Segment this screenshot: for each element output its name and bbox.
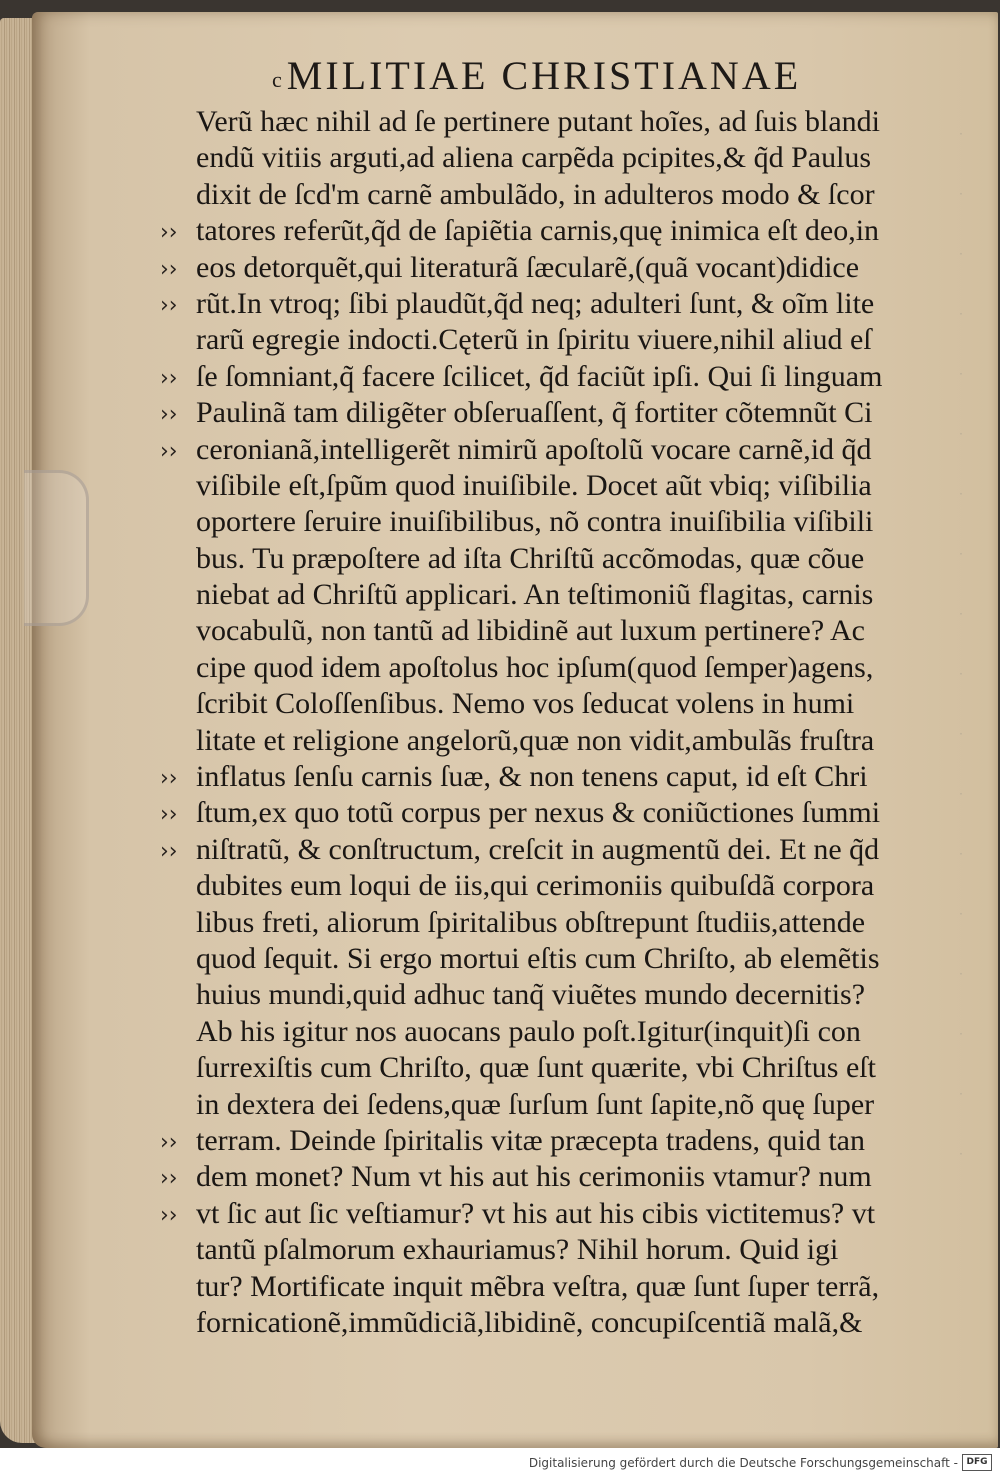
line-text: dem monet? Num vt his aut his cerimoniis vtamur? num [196, 1160, 872, 1194]
quote-mark: ›› [160, 256, 178, 282]
margin-mark: · [958, 309, 965, 320]
text-line [160, 832, 936, 868]
line-text: quod ſequit. Si ergo mortui eſtis cum Chriſto, ab elemẽtis [196, 941, 880, 975]
header-title: MILITIAE CHRISTIANAE [286, 53, 802, 98]
line-text: dubites eum loqui de iis,qui cerimoniis quibuſdã corpora [196, 869, 875, 903]
margin-mark: · [958, 969, 965, 980]
text-line [160, 1123, 936, 1159]
text-line [160, 250, 936, 286]
text-line [196, 1232, 936, 1268]
margin-mark: · [958, 849, 965, 860]
line-text: tatores referũt,q̃d de ſapiẽtia carnis,quę inimica eſt deo,in [196, 214, 880, 248]
line-text: vocabulũ, non tantũ ad libidinẽ aut luxum pertinere? Ac [196, 614, 865, 648]
quote-mark: ›› [160, 402, 178, 428]
text-line [160, 213, 936, 249]
margin-mark: · [958, 489, 965, 500]
line-text: fornicationẽ,immũdiciã,libidinẽ, concupiſcentiã malã,& [196, 1305, 863, 1339]
text-line [196, 541, 936, 577]
text-line [196, 104, 936, 140]
running-header [272, 52, 832, 99]
line-text: ſtum,ex quo totũ corpus per nexus & coniũctiones ſummi [196, 796, 881, 830]
line-text: niebat ad Chriſtũ applicari. An teſtimoniũ flagitas, carnis [196, 578, 874, 612]
margin-mark: · [958, 669, 965, 680]
line-text: ceronianã,intelligerẽt nimirũ apoſtolũ vocare carnẽ,id q̃d [196, 432, 872, 466]
line-text: Paulinã tam diligẽter obſeruaſſent, q̃ fortiter cõtemnũt Ci [196, 396, 873, 430]
text-line [196, 650, 936, 686]
line-text: oportere ſeruire inuiſibilibus, nõ contra inuiſibilia viſibili [196, 505, 874, 539]
quote-mark: ›› [160, 292, 178, 318]
margin-mark: · [958, 1029, 965, 1040]
quote-mark: ›› [160, 1166, 178, 1192]
margin-mark: · [958, 729, 965, 740]
header-mark: c [272, 66, 285, 92]
text-line [196, 941, 936, 977]
book-clasp [24, 470, 89, 626]
line-text: vt ſic aut ſic veſtiamur? vt his aut his cibis victitemus? vt [196, 1196, 876, 1230]
margin-ruler-marks [958, 105, 988, 1235]
line-text: eos detorquẽt,qui literaturã ſæcularẽ,(quã vocant)didice [196, 250, 860, 284]
line-text: in dextera dei ſedens,quæ ſurſum ſunt ſapite,nõ quę ſuper [196, 1087, 875, 1121]
text-line [196, 577, 936, 613]
text-line [160, 359, 936, 395]
text-line [196, 868, 936, 904]
line-text: dixit de ſcd'm carnẽ ambulãdo, in adulteros modo & ſcor [196, 177, 875, 211]
margin-mark: · [958, 369, 965, 380]
margin-mark: · [958, 909, 965, 920]
text-line [196, 468, 936, 504]
quote-mark: ›› [160, 220, 178, 246]
line-text: tantũ pſalmorum exhauriamus? Nihil horum. Quid igi [196, 1233, 839, 1267]
text-line [160, 432, 936, 468]
line-text: rarũ egregie indocti.Cęterũ in ſpiritu viuere,nihil aliud eſ [196, 323, 872, 357]
text-line [196, 613, 936, 649]
text-line [196, 177, 936, 213]
text-line [196, 504, 936, 540]
margin-mark: · [958, 249, 965, 260]
footer-credit: Digitalisierung gefördert durch die Deutsche Forschungsgemeinschaft - [528, 1456, 958, 1470]
text-line [196, 1087, 936, 1123]
margin-mark: · [958, 1149, 965, 1160]
page-edges [0, 18, 36, 1443]
text-line [196, 723, 936, 759]
text-line [160, 286, 936, 322]
text-block [160, 104, 936, 1341]
line-text: niſtratũ, & conſtructum, creſcit in augmentũ dei. Et ne q̃d [196, 832, 880, 866]
quote-mark: ›› [160, 438, 178, 464]
quote-mark: ›› [160, 766, 178, 792]
text-line [160, 1196, 936, 1232]
margin-mark: · [958, 789, 965, 800]
text-line [160, 795, 936, 831]
text-line [196, 686, 936, 722]
quote-mark: ›› [160, 365, 178, 391]
text-line [196, 322, 936, 358]
text-line [196, 1050, 936, 1086]
line-text: huius mundi,quid adhuc tanq̃ viuẽtes mundo decernitis? [196, 978, 866, 1012]
line-text: litate et religione angelorũ,quæ non vidit,ambulãs fruſtra [196, 723, 875, 757]
line-text: tur? Mortificate inquit mẽbra veſtra, quæ ſunt ſuper terrã, [196, 1269, 880, 1303]
text-line [196, 1305, 936, 1341]
text-line [196, 1014, 936, 1050]
text-line [196, 905, 936, 941]
quote-mark: ›› [160, 1202, 178, 1228]
line-text: rũt.In vtroq; ſibi plaudũt,q̃d neq; adulteri ſunt, & oĩm lite [196, 286, 875, 320]
line-text: ſurrexiſtis cum Chriſto, quæ ſunt quærite, vbi Chriſtus eſt [196, 1051, 876, 1085]
line-text: inflatus ſenſu carnis ſuæ, & non tenens caput, id eſt Chri [196, 760, 868, 794]
text-line [196, 1269, 936, 1305]
dfg-logo: DFG [962, 1454, 992, 1471]
line-text: viſibile eſt,ſpũm quod inuiſibile. Docet aũt vbiq; viſibilia [196, 468, 872, 502]
text-line [196, 140, 936, 176]
text-line [160, 1159, 936, 1195]
quote-mark: ›› [160, 838, 178, 864]
text-line [196, 977, 936, 1013]
margin-mark: · [958, 1089, 965, 1100]
text-line [160, 759, 936, 795]
text-line [160, 395, 936, 431]
quote-mark: ›› [160, 1129, 178, 1155]
line-text: Ab his igitur nos auocans paulo poſt.Igitur(inquit)ſi con [196, 1014, 861, 1048]
line-text: terram. Deinde ſpiritalis vitæ præcepta tradens, quid tan [196, 1123, 865, 1157]
margin-mark: · [958, 549, 965, 560]
quote-mark: ›› [160, 802, 178, 828]
line-text: ſcribit Coloſſenſibus. Nemo vos ſeducat volens in humi [196, 687, 855, 721]
line-text: endũ vitiis arguti,ad aliena carpẽda pcipites,& q̃d Paulus [196, 141, 872, 175]
digitization-footer [0, 1448, 1000, 1481]
line-text: Verũ hæc nihil ad ſe pertinere putant hoĩes, ad ſuis blandi [196, 105, 880, 138]
margin-mark: · [958, 609, 965, 620]
line-text: libus freti, aliorum ſpiritalibus obſtrepunt ſtudiis,attende [196, 905, 866, 939]
line-text: cipe quod idem apoſtolus hoc ipſum(quod ſemper)agens, [196, 650, 874, 684]
margin-mark: · [958, 189, 965, 200]
line-text: bus. Tu præpoſtere ad iſta Chriſtũ accõmodas, quæ cõue [196, 541, 865, 575]
line-text: ſe ſomniant,q̃ facere ſcilicet, q̃d faciũt ipſi. Qui ſi linguam [196, 359, 883, 393]
margin-mark: · [958, 129, 965, 140]
margin-mark: · [958, 429, 965, 440]
